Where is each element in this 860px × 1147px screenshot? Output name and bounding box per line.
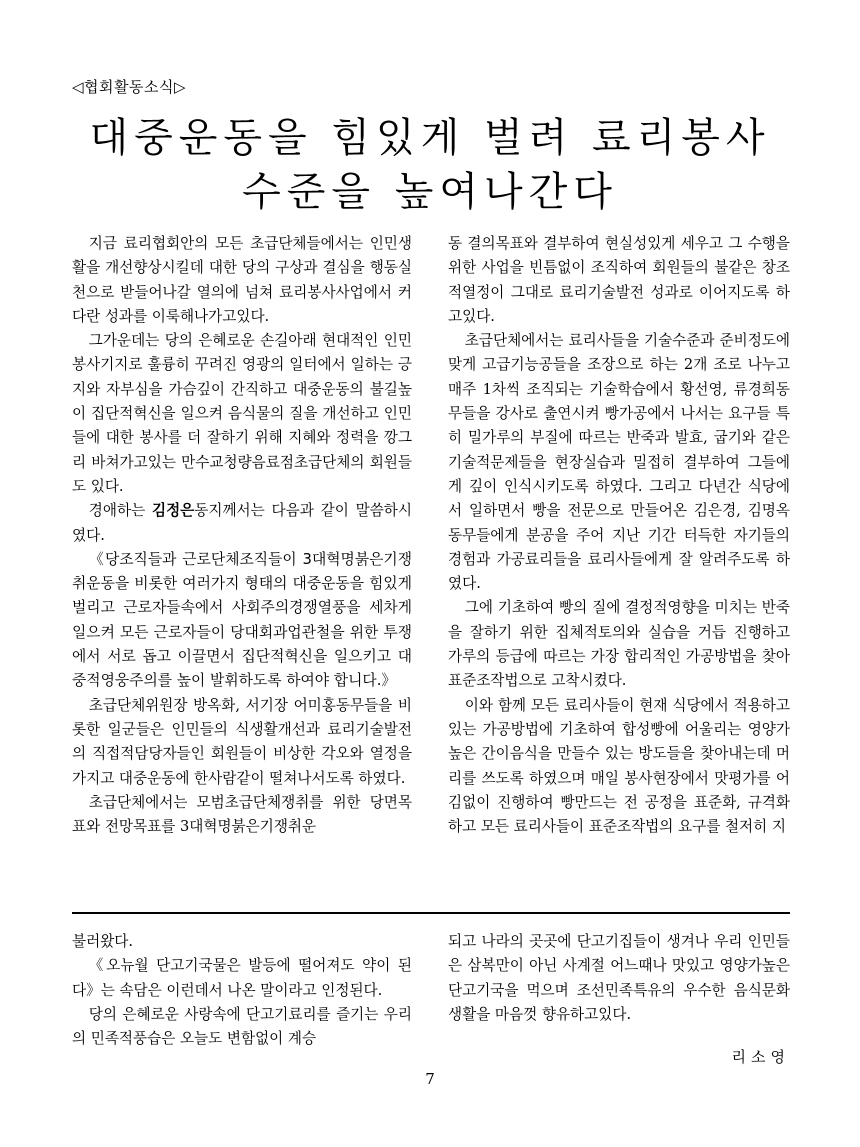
- headline-line-2: 수준을 높여나간다: [242, 169, 618, 215]
- paragraph: 초급단체에서는 료리사들을 기술수준과 준비정도에 맞게 고급기능공들을 조장으로 하는 2개 조로 나누고 매주 1차씩 조직되는 기술학습에서 황선영, 류경희동무들을 강사로 출연시켜 빵가공에서 나서는 요구들 특히 밀가루의 부질에 따르는 반죽과 발효, 굽기와 같은 기술적문제들을 현장실습과 밀접히 결부하여 그들에게 깊이 인식시키도록 하였다. 그리고 다년간 식당에서 일하면서 빵을 전문으로 만들어온 김은경, 김명옥동무들에게 분공을 주어 지난 기간 터득한 자기들의 경험과 가공료리들을 료리사들에게 잘 알려주도록 하였다.: [448, 332, 790, 593]
- section-divider: [72, 912, 790, 914]
- section-tag: ◁협회활동소식▷: [72, 78, 187, 96]
- paragraph: [72, 499, 412, 548]
- paragraph: 이와 함께 모든 료리사들이 현재 식당에서 적용하고있는 가공방법에 기초하여 합성빵에 어울리는 영양가높은 간이음식을 만들수 있는 방도들을 찾아내는데 머리를 쓰도록 하였으며 매일 봉사현장에서 맛평가를 어김없이 진행하여 빵만드는 전 공정을 표준화, 규격화하고 모든 료리사들이 표준조작법의 요구를 철저히 지: [448, 696, 790, 836]
- paragraph: 《오뉴월 단고기국물은 발등에 떨어져도 약이 된다》는 속담은 이런데서 나온 말이라고 인정된다.: [72, 957, 412, 999]
- leader-name: 김정은: [151, 502, 195, 520]
- paragraph-continued: 불러왔다.: [72, 933, 134, 950]
- paragraph-text: 동지께서는 다음과 같이 말씀하시였다.: [72, 502, 412, 544]
- article-column-bottom-left: [72, 930, 412, 1070]
- article-column-top-right: [448, 232, 790, 900]
- author-name: 리소영: [731, 1048, 790, 1066]
- paragraph: 지금 료리협회안의 모든 초급단체들에서는 인민생활을 개선향상시킬데 대한 당의 구상과 결심을 행동실천으로 받들어나갈 열의에 넘쳐 료리봉사사업에서 커다란 성과를 이룩해나가고있다.: [72, 235, 412, 325]
- paragraph-text: 경애하는: [88, 502, 152, 520]
- paragraph-continued: 동 결의목표와 결부하여 현실성있게 세우고 그 수행을 위한 사업을 빈틈없이 조직하여 회원들의 불같은 창조적열정이 그대로 료리기술발전 성과로 이어지도록 하고있다.: [448, 235, 790, 325]
- paragraph: 당의 은혜로운 사랑속에 단고기료리를 즐기는 우리의 민족적풍습은 오늘도 변함없이 계승: [72, 1005, 412, 1048]
- quotation: 《당조직들과 근로단체조직들이 3대혁명붉은기쟁취운동을 비롯한 여러가지 형태의 대중운동을 힘있게 벌리고 근로자들속에서 사회주의경쟁열풍을 세차게 일으켜 모든 근로자들이 당대회과업관철을 위한 투쟁에서 서로 돕고 이끌면서 집단적혁신을 일으키고 대중적영웅주의를 높이 발휘하도록 하여야 합니다.》: [72, 550, 412, 690]
- article-column-top-left: [72, 232, 412, 900]
- paragraph: 초급단체에서는 모범초급단체쟁취를 위한 당면목표와 전망목표를 3대혁명붉은기쟁취운: [72, 793, 412, 836]
- page-number: 7: [425, 1070, 435, 1088]
- paragraph: 그가운데는 당의 은혜로운 손길아래 현대적인 인민봉사기지로 훌륭히 꾸려진 영광의 일터에서 일하는 긍지와 자부심을 가슴깊이 간직하고 대중운동의 불길높이 집단적혁신을 일으켜 음식물의 질을 개선하고 인민들에 대한 봉사를 더 잘하기 위해 지혜와 정력을 깡그리 바쳐가고있는 만수교청량음료점초급단체의 회원들도 있다.: [72, 332, 412, 495]
- paragraph: 초급단체위원장 방옥화, 서기장 어미홍동무들을 비롯한 일군들은 인민들의 식생활개선과 료리기술발전의 직접적담당자들인 회원들이 비상한 각오와 열정을 가지고 대중운동에 한사람같이 떨쳐나서도록 하였다.: [72, 696, 412, 787]
- paragraph: 그에 기초하여 빵의 질에 결정적영향을 미치는 반죽을 잘하기 위한 집체적토의와 실습을 거듭 진행하고 가루의 등급에 따르는 가장 합리적인 가공방법을 찾아 표준조작법으로 고착시켰다.: [448, 599, 790, 690]
- paragraph-continued: 되고 나라의 곳곳에 단고기집들이 생겨나 우리 인민들은 삼복만이 아닌 사계절 어느때나 맛있고 영양가높은 단고기국을 먹으며 조선민족특유의 우수한 음식문화생활을 마음껏 향유하고있다.: [448, 933, 790, 1023]
- headline-line-1: 대중운동을 힘있게 벌려 료리봉사: [89, 115, 771, 161]
